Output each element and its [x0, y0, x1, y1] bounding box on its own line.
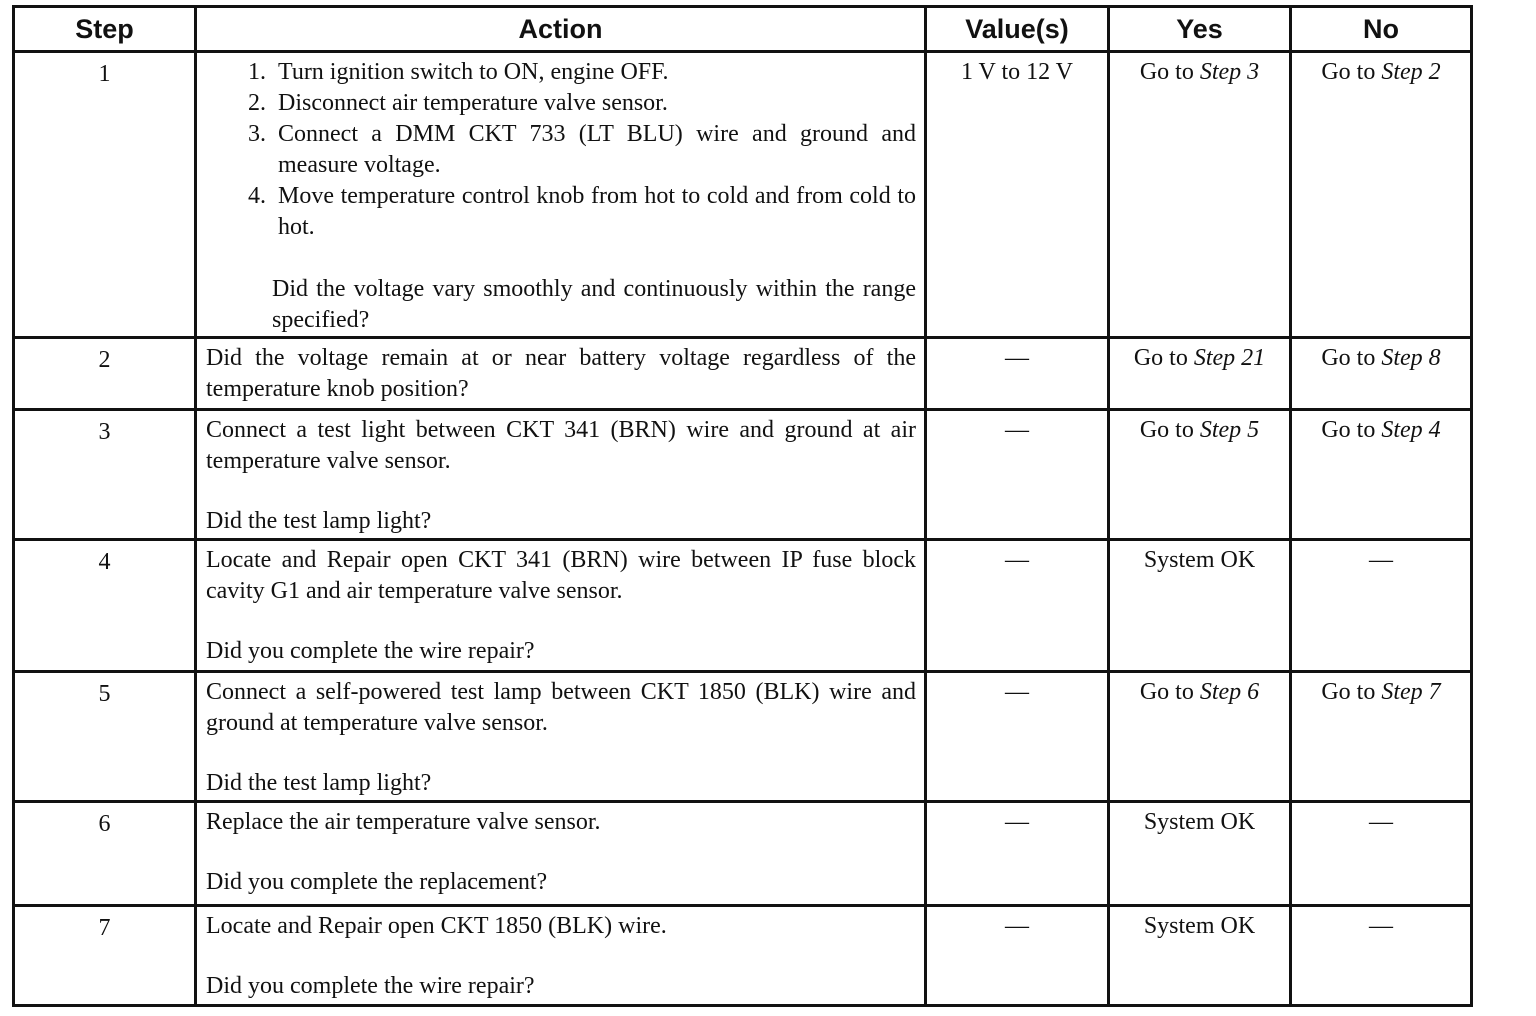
no-step-link[interactable]: Step 8 — [1381, 345, 1441, 371]
header-no: No — [1291, 7, 1472, 52]
header-action: Action — [196, 7, 926, 52]
table-row — [14, 338, 1472, 410]
value-cell: — — [926, 906, 1109, 1006]
table-row — [14, 802, 1472, 906]
no-cell — [1291, 338, 1472, 410]
yes-cell — [1109, 338, 1291, 410]
action-question: Did you complete the wire repair? — [206, 638, 535, 664]
no-cell: — — [1291, 802, 1472, 906]
no-cell — [1291, 52, 1472, 338]
no-cell — [1291, 410, 1472, 540]
step-number: 1 — [14, 52, 196, 338]
action-text: Locate and Repair open CKT 341 (BRN) wire between IP fuse block cavity G1 and air temperature valve sensor. — [206, 547, 916, 604]
value-cell: — — [926, 338, 1109, 410]
yes-prefix: Go to — [1139, 679, 1200, 705]
yes-cell: System OK — [1109, 906, 1291, 1006]
table-header-row — [14, 7, 1472, 52]
table-row — [14, 540, 1472, 672]
no-prefix: Go to — [1321, 417, 1382, 443]
no-prefix: Go to — [1321, 345, 1382, 371]
action-text: Connect a test light between CKT 341 (BRN) wire and ground at air temperature valve sensor. — [206, 417, 916, 474]
action-cell — [196, 672, 926, 802]
action-cell — [196, 410, 926, 540]
action-text: Replace the air temperature valve sensor. — [206, 809, 601, 835]
no-step-link[interactable]: Step 4 — [1381, 417, 1441, 443]
no-prefix: Go to — [1321, 679, 1382, 705]
yes-cell: System OK — [1109, 802, 1291, 906]
substep-item: 3. Connect a DMM CKT 733 (LT BLU) wire and ground and measure voltage. — [272, 119, 916, 181]
no-cell: — — [1291, 906, 1472, 1006]
action-question: Did you complete the replacement? — [206, 869, 548, 895]
diagnostic-table-container — [12, 5, 1470, 1002]
value-cell: — — [926, 672, 1109, 802]
action-cell — [196, 338, 926, 410]
table-row — [14, 672, 1472, 802]
action-cell — [196, 540, 926, 672]
header-yes: Yes — [1109, 7, 1291, 52]
action-question: Did the voltage vary smoothly and continuously within the range specified? — [272, 276, 916, 333]
yes-cell — [1109, 52, 1291, 338]
step-number: 4 — [14, 540, 196, 672]
yes-cell — [1109, 410, 1291, 540]
substep-item: 1. Turn ignition switch to ON, engine OFF. — [272, 57, 916, 88]
no-step-link[interactable]: Step 7 — [1381, 679, 1441, 705]
substep-item: 2. Disconnect air temperature valve sensor. — [272, 88, 916, 119]
no-prefix: Go to — [1321, 59, 1382, 85]
step-number: 5 — [14, 672, 196, 802]
value-cell: — — [926, 540, 1109, 672]
yes-step-link[interactable]: Step 3 — [1199, 59, 1260, 85]
yes-step-link[interactable]: Step 21 — [1193, 345, 1266, 371]
step-number: 3 — [14, 410, 196, 540]
no-cell — [1291, 672, 1472, 802]
yes-prefix: Go to — [1133, 345, 1194, 371]
diagnostic-table — [12, 5, 1473, 1007]
value-cell: — — [926, 802, 1109, 906]
yes-step-link[interactable]: Step 6 — [1199, 679, 1260, 705]
header-step: Step — [14, 7, 196, 52]
substep-item: 4. Move temperature control knob from hot to cold and from cold to hot. — [272, 181, 916, 243]
yes-prefix: Go to — [1139, 417, 1200, 443]
yes-cell: System OK — [1109, 540, 1291, 672]
action-text: Locate and Repair open CKT 1850 (BLK) wire. — [206, 913, 667, 939]
yes-cell — [1109, 672, 1291, 802]
yes-prefix: Go to — [1139, 59, 1200, 85]
action-cell — [196, 52, 926, 338]
action-text: Connect a self-powered test lamp between CKT 1850 (BLK) wire and ground at temperature valve sensor. — [206, 679, 916, 736]
table-row — [14, 410, 1472, 540]
action-question: Did you complete the wire repair? — [206, 973, 535, 999]
value-cell: — — [926, 410, 1109, 540]
action-cell — [196, 906, 926, 1006]
table-row — [14, 52, 1472, 338]
yes-step-link[interactable]: Step 5 — [1199, 417, 1260, 443]
action-question: Did the test lamp light? — [206, 508, 432, 534]
step-number: 7 — [14, 906, 196, 1006]
table-row — [14, 906, 1472, 1006]
step-number: 6 — [14, 802, 196, 906]
no-cell: — — [1291, 540, 1472, 672]
substep-list — [206, 57, 916, 243]
no-step-link[interactable]: Step 2 — [1381, 59, 1441, 85]
action-text: Did the voltage remain at or near battery voltage regardless of the temperature knob position? — [206, 345, 916, 402]
value-cell: 1 V to 12 V — [926, 52, 1109, 338]
step-number: 2 — [14, 338, 196, 410]
action-question: Did the test lamp light? — [206, 770, 432, 796]
header-values: Value(s) — [926, 7, 1109, 52]
action-cell — [196, 802, 926, 906]
